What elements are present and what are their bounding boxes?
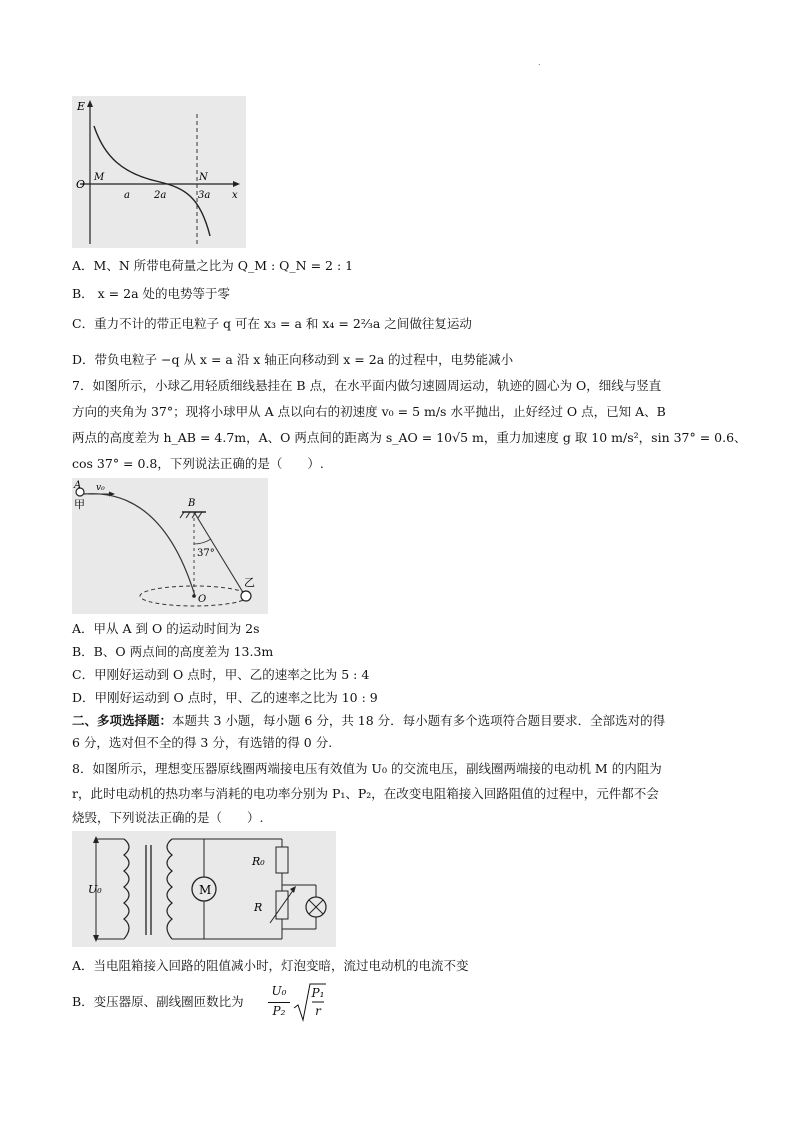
q6-option-c: C．重力不计的带正电粒子 q 可在 x₃ = a 和 x₄ = 2⅔a 之间做往复运动 (72, 316, 472, 331)
circuit-diagram (72, 831, 336, 947)
tick-3a: 3a (198, 190, 211, 201)
hatch-1 (180, 512, 184, 518)
jia-label: 甲 (74, 498, 85, 511)
e-x-graph-figure (72, 96, 246, 248)
center-o (192, 594, 196, 598)
yi-label: 乙 (244, 576, 255, 589)
q7-option-d: D．甲刚好运动到 O 点时，甲、乙的速率之比为 10 : 9 (72, 690, 378, 705)
projectile-path (84, 494, 195, 596)
q8-stem-line3: 烧毁，下列说法正确的是（ ）. (72, 810, 264, 825)
q7-option-c: C．甲刚好运动到 O 点时，甲、乙的速率之比为 5 : 4 (72, 667, 370, 682)
angle-arc (194, 539, 211, 544)
e-x-graph (72, 96, 246, 248)
q7-stem-line3: 两点的高度差为 h_AB = 4.7m，A、O 两点间的距离为 s_AO = 10√5 m，重力加速度 g 取 10 m/s²，sin 37° = 0.6、 (72, 430, 747, 445)
variable-arrowhead (290, 886, 296, 893)
q8-option-b-prefix: B．变压器原、副线圈匝数比为 (72, 994, 244, 1009)
q7-option-b: B．B、O 两点间的高度差为 13.3m (72, 644, 274, 659)
section2-line1 (72, 711, 665, 731)
u0-label: U₀ (88, 883, 102, 896)
q8-stem-line1: 8．如图所示，理想变压器原线圈两端接电压有效值为 U₀ 的交流电压，副线圈两端接的电动机 M 的内阻为 (72, 761, 662, 776)
primary-coil (124, 839, 129, 939)
angle-label: 37° (197, 548, 215, 559)
resistor-box-r (276, 891, 288, 919)
ratio-denominator: P₂ (272, 1004, 286, 1018)
q7-stem-line1: 7．如图所示，小球乙用轻质细线悬挂在 B 点，在水平面内做匀速圆周运动，轨迹的圆心为 O，细线与竖直 (72, 378, 662, 393)
pendulum-diagram (72, 478, 268, 614)
motor-label: M (199, 883, 212, 897)
q8-stem-line2: r，此时电动机的热功率与消耗的电功率分别为 P₁、P₂，在改变电阻箱接入回路阻值的过程中，元件都不会 (72, 786, 659, 801)
point-a-label: A (74, 480, 82, 491)
e-axis-arrow (87, 100, 93, 107)
ratio-numerator: U₀ (271, 984, 287, 998)
v0-label: v₀ (96, 483, 105, 493)
sqrt-denominator: r (315, 1004, 321, 1018)
pendulum-figure (72, 478, 268, 614)
q7-option-a: A．甲从 A 到 O 的运动时间为 2s (72, 621, 260, 636)
ball-yi (241, 591, 251, 601)
x-axis-arrow (233, 181, 240, 187)
tick-2a: 2a (154, 190, 167, 201)
q8-option-a: A．当电阻箱接入回路的阻值减小时，灯泡变暗，流过电动机的电流不变 (72, 958, 469, 973)
n-label: N (199, 172, 208, 183)
hatch-4 (198, 512, 202, 518)
tick-a: a (124, 190, 130, 201)
section2-line2: 6 分，选对但不全的得 3 分，有选错的得 0 分. (72, 735, 333, 750)
q6-option-b: B． x = 2a 处的电势等于零 (72, 286, 231, 301)
m-label: M (94, 172, 105, 183)
secondary-coil (167, 839, 172, 939)
section2-text1: 本题共 3 小题，每小题 6 分，共 18 分．每小题有多个选项符合题目要求．全部选对的得 (172, 713, 666, 728)
ratio-fraction-bar (268, 1002, 290, 1003)
circuit-figure (72, 831, 336, 947)
r-label: R (254, 901, 263, 914)
point-b-label: B (188, 498, 196, 509)
q6-option-d: D．带负电粒子 −q 从 x = a 沿 x 轴正向移动到 x = 2a 的过程中，电势能减小 (72, 352, 514, 367)
section2-title: 二、多项选择题： (72, 713, 173, 728)
q7-stem-line2: 方向的夹角为 37°；现将小球甲从 A 点以向右的初速度 v₀ = 5 m/s 水平抛出，止好经过 O 点，已知 A、B (72, 404, 666, 419)
origin-label: O (76, 178, 86, 191)
e-label: E (77, 100, 86, 113)
q6-option-a: A．M、N 所带电荷量之比为 Q_M : Q_N = 2 : 1 (72, 258, 354, 273)
r0-label: R₀ (252, 855, 265, 868)
sqrt-numerator: P₁ (311, 986, 325, 1000)
hatch-2 (186, 512, 190, 518)
resistor-r0 (276, 847, 288, 873)
x-label: x (232, 190, 238, 201)
corner-mark: . (538, 58, 541, 67)
field-curve (94, 126, 210, 236)
q7-stem-line4: cos 37° = 0.8，下列说法正确的是（ ）. (72, 456, 324, 471)
point-o-label: O (198, 594, 207, 605)
